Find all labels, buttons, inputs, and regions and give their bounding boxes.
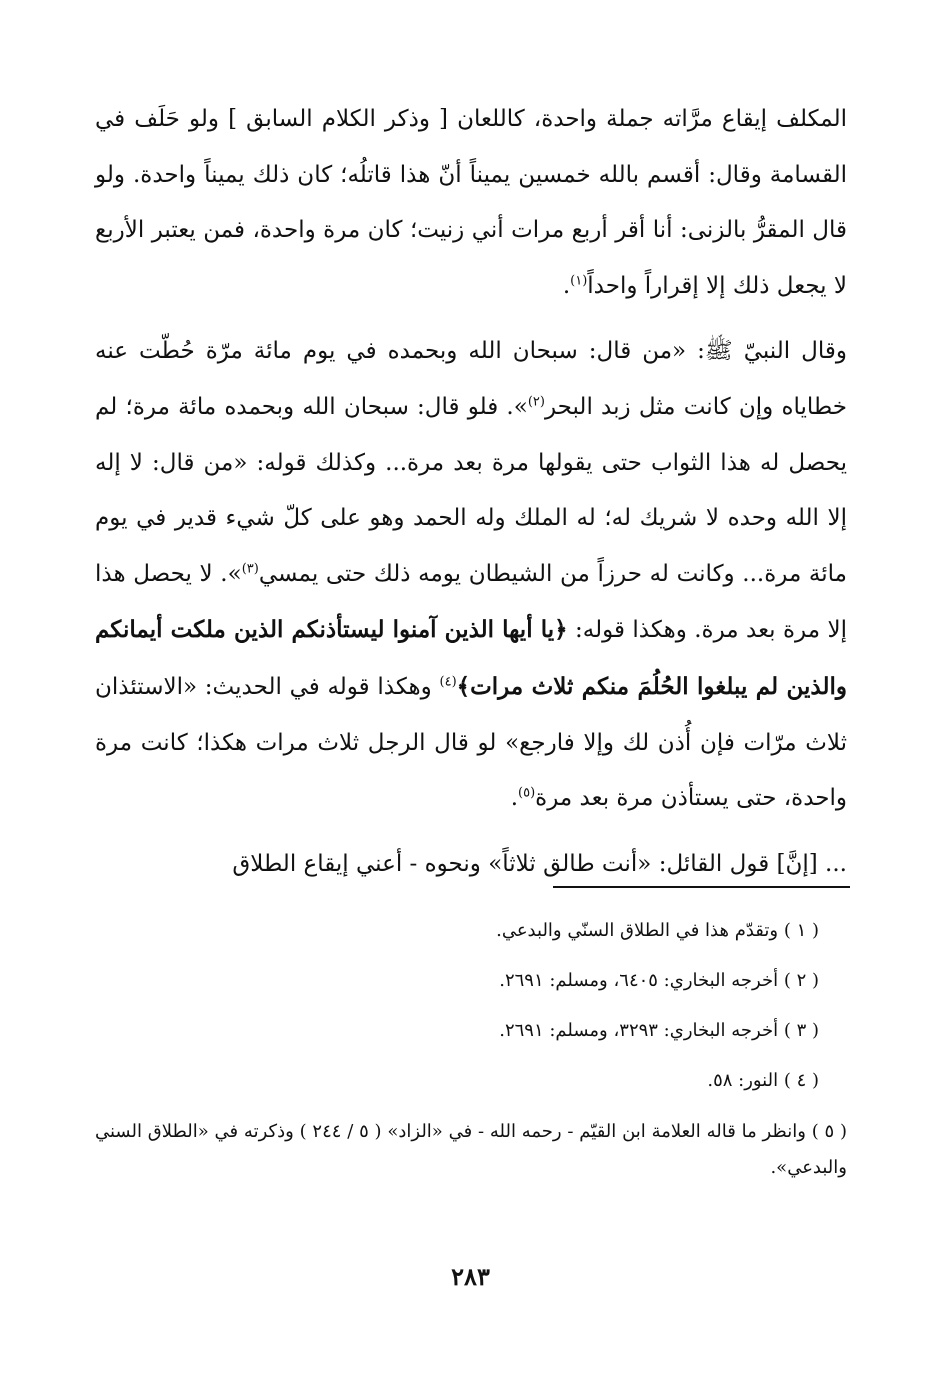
- main-text-block: [95, 92, 847, 902]
- paragraph-2: [95, 324, 847, 826]
- paragraph-1: [95, 92, 847, 314]
- footnote-4: ( ٤ ) النور: ٥٨.: [707, 1070, 819, 1091]
- paragraph-1-text: المكلف إيقاع مرَّاته جملة واحدة، كاللعان [ وذكر الكلام السابق ] ولو حَلَف في القسامة وقال: أقسم بالله خمسين يميناً أنّ هذا قاتلُه؛ كان ذلك يميناً واحدة. ولو قال المقرُّ بالزنى: أنا أقر أربع مرات أني زنيت؛ كان مرة واحدة، فمن يعتبر الأربع لا يجعل ذلك إلا إقراراً واحداً: [95, 106, 847, 299]
- paragraph-2-text-c: ». لا يحصل هذا إلا مرة بعد مرة. وهكذا قوله:: [95, 560, 847, 644]
- paragraph-2-end: .: [510, 785, 519, 812]
- footnote-separator: [553, 886, 850, 888]
- footnote-3: ( ٣ ) أخرجه البخاري: ٣٢٩٣، ومسلم: ٢٦٩١.: [499, 1020, 819, 1041]
- paragraph-2-text-d: وهكذا قوله في الحديث: «الاستئذان ثلاث مرّات فإن أُذن لك وإلا فارجع» لو قال الرجل ثلاث مرات هكذا؛ كانت مرة واحدة، حتى يستأذن مرة بعد مرة: [95, 673, 847, 812]
- footnote-ref-4: (٤): [439, 674, 457, 690]
- footnotes-block: [95, 906, 847, 1186]
- paragraph-2-text-b: ». فلو قال: سبحان الله وبحمده مائة مرة؛ لم يحصل له هذا الثواب حتى يقولها مرة بعد مرة... وكذلك قوله: «من قال: لا إله إلا الله وحده لا شريك له؛ له الملك وله الحمد وهو على كلّ شيء قدير في يوم مائة مرة... وكانت له حرزاً من الشيطان يومه ذلك حتى يمسي: [95, 393, 847, 587]
- paragraph-2-text-a: وقال النبيّ ﷺ: «من قال: سبحان الله وبحمده في يوم مائة مرّة حُطّت عنه خطاياه وإن كانت مثل زبد البحر: [95, 338, 847, 420]
- quran-verse: ﴿يا أيها الذين آمنوا ليستأذنكم الذين ملكت أيمانكم والذين لم يبلغوا الحُلُمَ منكم ثلاث مرات﴾: [95, 616, 847, 700]
- footnote-ref-1: (١): [570, 273, 588, 289]
- footnote-ref-3: (٣): [241, 561, 259, 577]
- paragraph-3-text: ... [إنَّ] قول القائل: «أنت طالق ثلاثاً» ونحوه - أعني إيقاع الطلاق: [232, 850, 847, 877]
- paragraph-1-end: .: [562, 272, 571, 299]
- footnote-2: ( ٢ ) أخرجه البخاري: ٦٤٠٥، ومسلم: ٢٦٩١.: [499, 970, 819, 991]
- footnote-ref-2: (٢): [527, 394, 545, 410]
- footnote-ref-5: (٥): [518, 785, 536, 801]
- page-number: ٢٨٣: [451, 1262, 490, 1291]
- paragraph-3: [95, 837, 847, 893]
- footnote-1: ( ١ ) وتقدّم هذا في الطلاق السنّي والبدعي.: [496, 920, 819, 941]
- footnote-5: ( ٥ ) وانظر ما قاله العلامة ابن القيّم - رحمه الله - في «الزاد» ( ٥ / ٢٤٤ ) وذكرته في «الطلاق السني والبدعي».: [95, 1121, 847, 1178]
